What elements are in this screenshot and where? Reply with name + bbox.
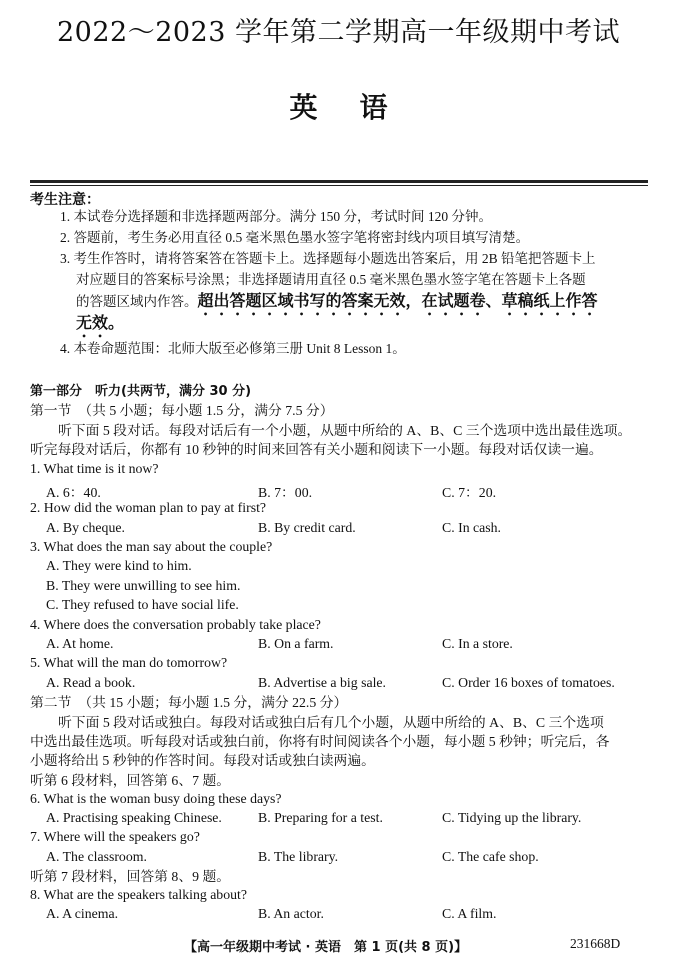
question-7-option-b: B. The library. [258, 849, 339, 864]
question-5-option-c: C. Order 16 boxes of tomatoes. [442, 675, 615, 690]
question-2-option-c: C. In cash. [442, 520, 502, 535]
subject-title: 英语 [289, 91, 430, 124]
header-rule-thick [30, 180, 648, 183]
question-3-stem: 3. What does the man say about the couple? [30, 539, 273, 554]
question-3-option-c: C. They refused to have social life. [46, 597, 239, 612]
question-4-stem: 4. Where does the conversation probably take place? [30, 617, 321, 632]
question-2-option-a: A. By cheque. [46, 520, 125, 535]
exam-title: 2022～2023 学年第二学期高一年级期中考试 [56, 17, 620, 48]
notice-heading: 考生注意： [30, 192, 100, 208]
question-1-option-a: A. 6：40. [46, 485, 101, 500]
question-7-option-a: A. The classroom. [46, 849, 147, 864]
section2-heading: 第二节 （共 15 小题；每小题 1.5 分，满分 22.5 分） [30, 695, 348, 710]
question-8-option-b: B. An actor. [258, 906, 324, 921]
question-1-option-c: C. 7：20. [442, 485, 497, 500]
question-5-stem: 5. What will the man do tomorrow? [30, 655, 228, 670]
section2-instruction-3: 小题将给出 5 秒钟的作答时间。每段对话或独白读两遍。 [30, 753, 375, 768]
question-4-option-a: A. At home. [46, 636, 114, 651]
question-4-option-c: C. In a store. [442, 636, 513, 651]
question-3-option-b: B. They were unwilling to see him. [46, 578, 241, 593]
question-1-option-b: B. 7：00. [258, 485, 313, 500]
material-6-note: 听第 6 段材料，回答第 6、7 题。 [30, 773, 231, 788]
notice-warning-bold: 超出答题区域书写的答案无效，在试题卷、草稿纸上作答 [197, 291, 598, 310]
material-7-note: 听第 7 段材料，回答第 8、9 题。 [30, 869, 231, 884]
question-3-option-a: A. They were kind to him. [46, 558, 192, 573]
footer-page-info: 【高一年级期中考试 · 英语 第 1 页(共 8 页)】 [184, 940, 468, 955]
section2-instruction-1: 听下面 5 段对话或独白。每段对话或独白后有几个小题，从题中所给的 A、B、C 三个选项 [58, 715, 604, 730]
section2-instruction-2: 中选出最佳选项。听每段对话或独白前，你将有时间阅读各个小题，每小题 5 秒钟；听完后，各 [30, 734, 610, 749]
question-5-option-a: A. Read a book. [46, 675, 136, 690]
section1-instruction-2: 听完每段对话后，你都有 10 秒钟的时间来回答有关小题和阅读下一小题。每段对话仅读一遍。 [30, 442, 603, 457]
part1-heading: 第一部分 听力(共两节，满分 30 分) [30, 384, 252, 399]
notice-item-3-line-3 [76, 291, 598, 319]
question-6-option-a: A. Practising speaking Chinese. [46, 810, 222, 825]
question-4-option-b: B. On a farm. [258, 636, 334, 651]
question-5-option-b: B. Advertise a big sale. [258, 675, 386, 690]
notice-warning-bold-end: 无效。 [76, 313, 125, 332]
notice-item-3-line-3-start: 的答题区域内作答。 [76, 294, 198, 309]
question-7-stem: 7. Where will the speakers go? [30, 829, 200, 844]
question-6-stem: 6. What is the woman busy doing these days? [30, 791, 282, 806]
question-8-option-c: C. A film. [442, 906, 497, 921]
question-6-option-b: B. Preparing for a test. [258, 810, 383, 825]
question-6-option-c: C. Tidying up the library. [442, 810, 582, 825]
question-2-stem: 2. How did the woman plan to pay at first? [30, 500, 267, 515]
notice-item-1: 1. 本试卷分选择题和非选择题两部分。满分 150 分，考试时间 120 分钟。 [60, 209, 492, 224]
notice-item-2: 2. 答题前，考生务必用直径 0.5 毫米黑色墨水签字笔将密封线内项目填写清楚。 [60, 230, 530, 245]
notice-item-3-line-4 [76, 313, 124, 341]
question-7-option-c: C. The cafe shop. [442, 849, 539, 864]
section1-instruction-1: 听下面 5 段对话。每段对话后有一个小题，从题中所给的 A、B、C 三个选项中选出最佳选项。 [58, 423, 632, 438]
footer-exam-code: 231668D [570, 936, 621, 951]
section1-heading: 第一节 （共 5 小题；每小题 1.5 分，满分 7.5 分） [30, 403, 334, 418]
question-8-option-a: A. A cinema. [46, 906, 119, 921]
notice-item-3-line-2: 对应题目的答案标号涂黑；非选择题请用直径 0.5 毫米黑色墨水签字笔在答题卡上各题 [76, 272, 586, 287]
header-rule-thin [30, 185, 648, 186]
question-2-option-b: B. By credit card. [258, 520, 356, 535]
question-1-stem: 1. What time is it now? [30, 461, 159, 476]
notice-item-4: 4. 本卷命题范围：北师大版至必修第三册 Unit 8 Lesson 1。 [60, 341, 406, 356]
notice-item-3-line-1: 3. 考生作答时，请将答案答在答题卡上。选择题每小题选出答案后，用 2B 铅笔把答题卡上 [60, 251, 596, 266]
question-8-stem: 8. What are the speakers talking about? [30, 887, 247, 902]
